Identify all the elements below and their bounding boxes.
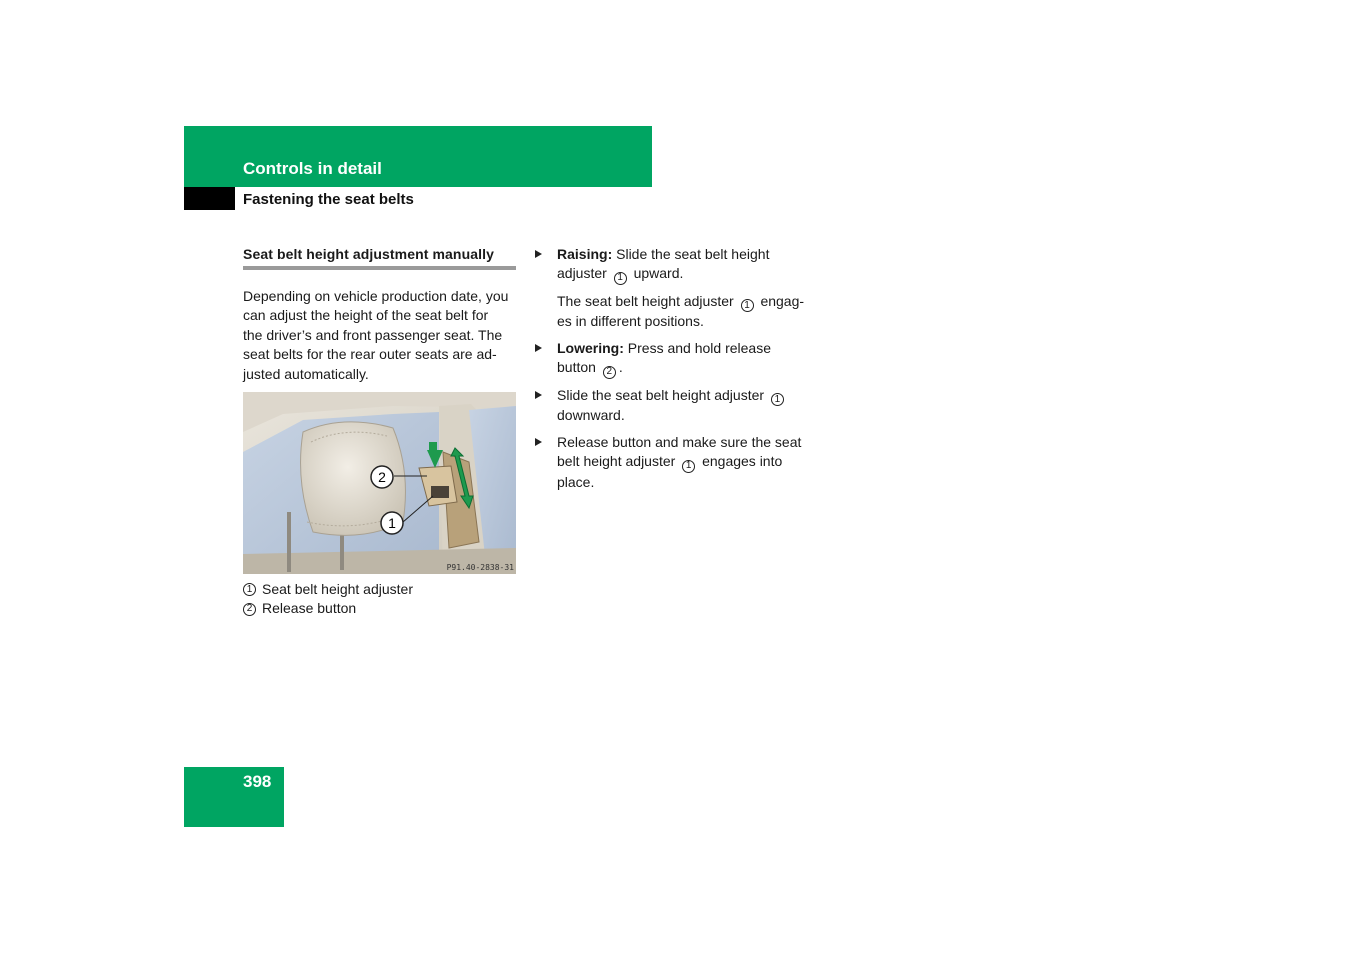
step-slide-down [533,386,813,426]
legend-number: 2 [243,603,256,616]
intro-paragraph [243,287,516,384]
step-note [533,292,813,332]
section-marker [184,187,235,210]
ref-number: 1 [614,272,627,285]
ref-number: 1 [741,299,754,312]
step-lowering [533,339,813,379]
legend-item [243,599,516,618]
callout-1-label: 1 [388,515,396,532]
step-text: Slide the seat belt height adjuster [557,386,768,403]
arrow-bullet-icon [535,391,542,399]
intro-line: Depending on vehicle production date, you [243,288,509,304]
arrow-bullet-icon [535,344,542,352]
legend-label: Seat belt height adjuster [262,581,413,598]
step-raising [533,245,813,285]
step-text: Slide the seat belt height [612,246,770,262]
step-text: Release button and make sure the seat [557,433,802,450]
step-release [533,433,813,492]
note-text: engag- [756,292,805,309]
legend-item [243,580,516,599]
intro-line: can adjust the height of the seat belt for [243,307,489,324]
step-text: engages into [698,453,783,470]
figure-code: P91.40-2838-31 [446,563,514,573]
ref-number: 1 [771,393,784,406]
step-text: belt height adjuster [557,453,680,470]
section-subtitle: Fastening the seat belts [243,191,414,208]
page-number: 398 [243,772,272,791]
ref-number: 2 [603,366,616,379]
step-keyword: Lowering: [557,339,624,356]
legend-label: Release button [262,600,357,617]
step-text: upward. [629,265,684,282]
step-text: place. [557,473,595,490]
step-text: button [557,359,600,376]
arrow-bullet-icon [535,438,542,446]
intro-line: the driver’s and front passenger seat. The [243,326,503,343]
callout-2-label: 2 [378,469,386,486]
section-heading: Seat belt height adjustment manually [243,246,516,270]
chapter-title: Controls in detail [243,159,382,178]
legend-number: 1 [243,583,256,596]
step-text: downward. [557,407,625,424]
arrow-bullet-icon [535,250,542,258]
step-text: . [618,359,623,376]
step-text: Press and hold release [623,339,771,356]
right-column [533,245,813,499]
step-text: adjuster [557,265,611,282]
illustration-drawing [243,392,516,574]
ref-number: 1 [682,460,695,473]
note-text: es in different positions. [557,313,704,330]
left-column [243,246,516,619]
seat-belt-illustration [243,392,516,574]
figure-legend [243,580,516,619]
note-text: The seat belt height adjuster [557,292,738,309]
step-keyword: Raising: [557,246,613,262]
intro-line: justed automatically. [243,365,369,382]
intro-line: seat belts for the rear outer seats are ad- [243,346,497,363]
